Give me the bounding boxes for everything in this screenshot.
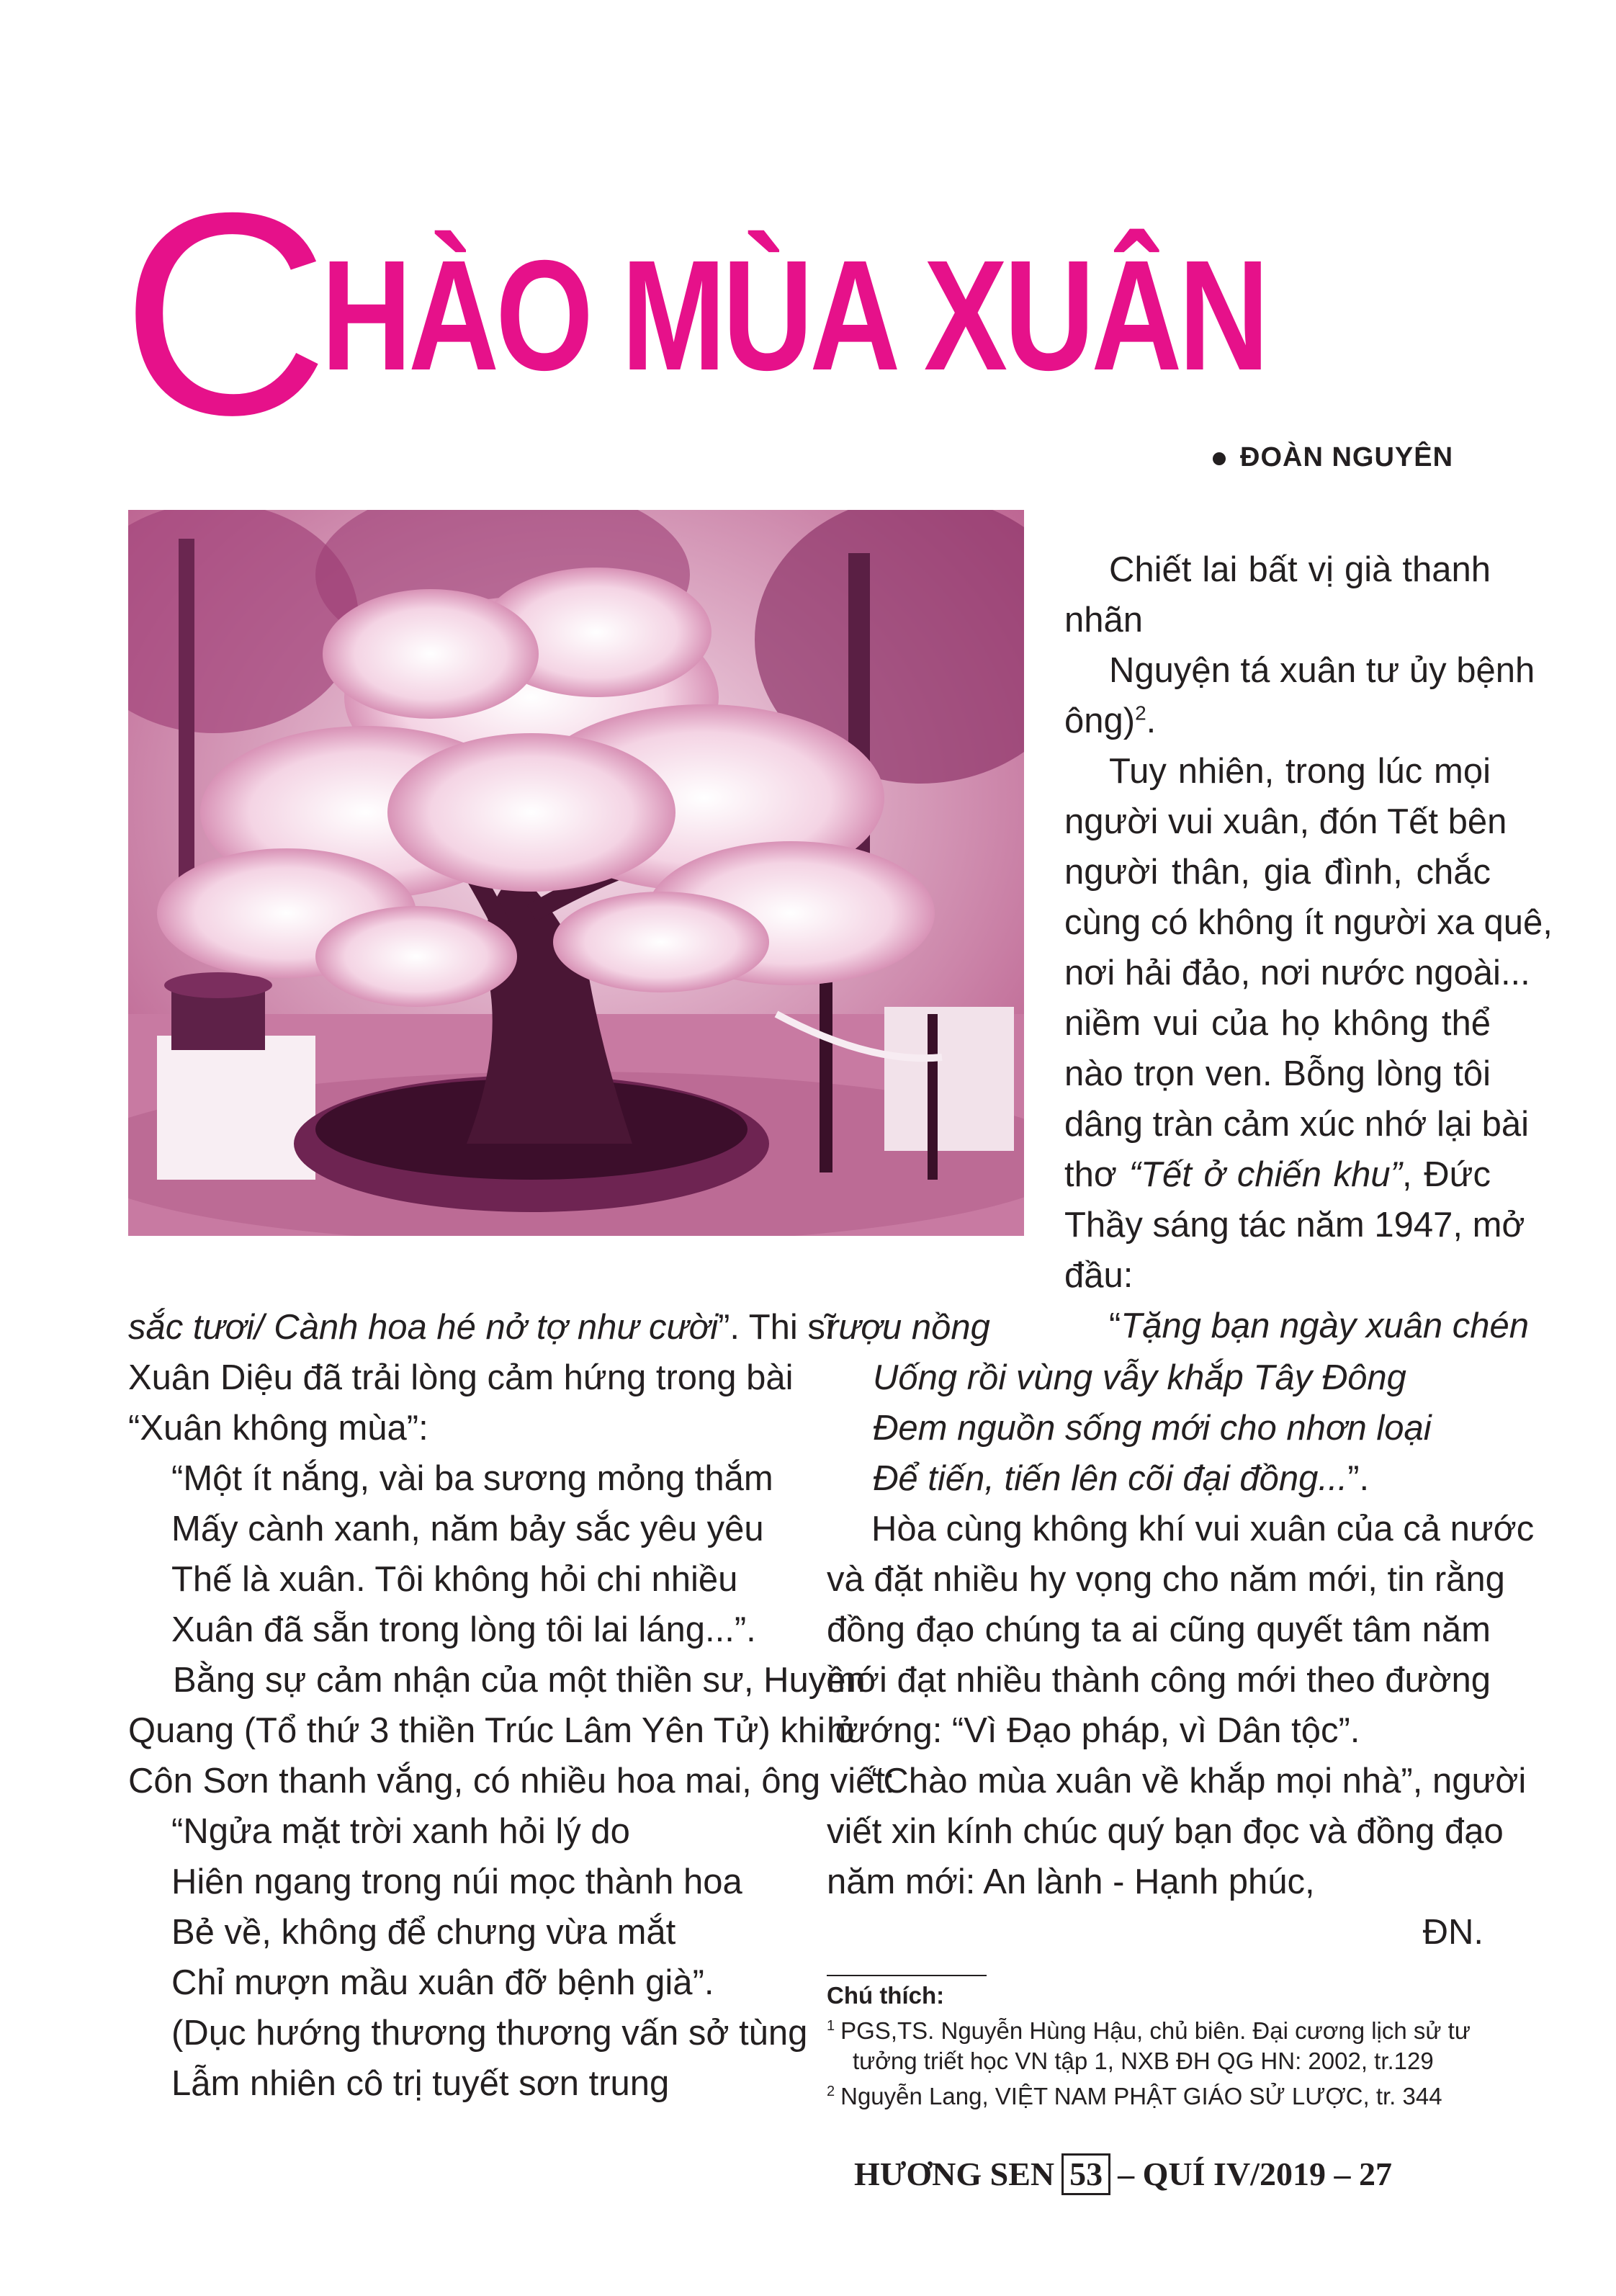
- text-line: Quang (Tổ thứ 3 thiền Trúc Lâm Yên Tử) khi ở: [128, 1711, 858, 1750]
- page-footer: [854, 2153, 1392, 2195]
- text-line: nào trọn ven. Bỗng lòng tôi: [1064, 1054, 1491, 1093]
- text-line: năm mới: An lành - Hạnh phúc,: [827, 1862, 1315, 1901]
- signature: ĐN.: [1422, 1913, 1483, 1952]
- author-byline: [1213, 442, 1453, 473]
- text-line: niềm vui của họ không thể: [1064, 1004, 1491, 1043]
- magazine-name: HƯƠNG SEN: [854, 2156, 1055, 2192]
- page-number: 27: [1358, 2156, 1392, 2192]
- poem-line: Thế là xuân. Tôi không hỏi chi nhiều: [171, 1560, 738, 1599]
- text-line: Nguyện tá xuân tư ủy bệnh: [1109, 651, 1535, 690]
- text-line: người thân, gia đình, chắc: [1064, 853, 1491, 892]
- poem-line: Đem nguồn sống mới cho nhơn loại: [873, 1409, 1432, 1448]
- text-line: đầu:: [1064, 1256, 1134, 1295]
- flowering-bonsai-photo: [128, 510, 1024, 1236]
- text-line: người vui xuân, đón Tết bên: [1064, 802, 1507, 841]
- text-line: Bằng sự cảm nhận của một thiền sư, Huyền: [173, 1661, 866, 1700]
- text-line: “Xuân không mùa”:: [128, 1409, 428, 1448]
- right-column-bottom: [827, 1302, 1535, 1958]
- poem-line: “Ngửa mặt trời xanh hỏi lý do: [171, 1812, 630, 1851]
- bullet-icon: [1213, 452, 1226, 465]
- text-line: Côn Sơn thanh vắng, có nhiều hoa mai, ông viết:: [128, 1762, 895, 1801]
- poem-line: “Một ít nắng, vài ba sương mỏng thắm: [171, 1459, 773, 1498]
- poem-line: Xuân đã sẵn trong lòng tôi lai láng...”.: [171, 1610, 756, 1649]
- text-line: “Chào mùa xuân về khắp mọi nhà”, người: [871, 1762, 1527, 1801]
- poem-line: Để tiến, tiến lên cõi đại đồng...”.: [873, 1459, 1370, 1498]
- footnote-divider: [827, 1975, 987, 1976]
- issue-number: 53: [1061, 2153, 1110, 2195]
- footnote-item: $^1$ PGS,TS. Nguyễn Hùng Hậu, chủ biên. Đại cương lịch sử tư tưởng triết học VN tập 1, NXB ĐH QG HN: 2002, tr.129: [827, 2017, 1471, 2074]
- poem-line: rượu nồng: [827, 1308, 990, 1347]
- poem-line: (Dục hướng thương thương vấn sở tùng: [171, 2014, 808, 2053]
- poem-line: Lẫm nhiên cô trị tuyết sơn trung: [171, 2064, 670, 2103]
- author-name: ĐOÀN NGUYÊN: [1240, 442, 1454, 472]
- text-line: nơi hải đảo, nơi nước ngoài...: [1064, 954, 1530, 992]
- text-line: dâng tràn cảm xúc nhớ lại bài: [1064, 1105, 1529, 1144]
- text-line: nhãn: [1064, 601, 1144, 640]
- text-line: ông)$^2$.: [1064, 701, 1157, 740]
- text-line: cùng có không ít người xa quê,: [1064, 903, 1553, 942]
- poem-title: “Tết ở chiến khu”: [1128, 1155, 1402, 1194]
- footnotes: [827, 1981, 1496, 2112]
- footnote-ref: 2: [1135, 701, 1146, 725]
- title-drop-cap: C: [121, 153, 329, 475]
- issue-quarter: – QUÍ IV/2019 –: [1118, 2156, 1351, 2192]
- text-line: Thầy sáng tác năm 1947, mở: [1064, 1206, 1525, 1245]
- right-column-top: [1064, 544, 1553, 1351]
- poem-line: Chỉ mượn mầu xuân đỡ bệnh già”.: [171, 1963, 714, 2002]
- text-line: hướng: “Vì Đạo pháp, vì Dân tộc”.: [827, 1711, 1360, 1750]
- text-line: viết xin kính chúc quý bạn đọc và đồng đạo: [827, 1812, 1504, 1851]
- footnote-item: $^2$ Nguyễn Lang, VIỆT NAM PHẬT GIÁO SỬ LƯỢC, tr. 344: [827, 2083, 1442, 2109]
- text-line: Hòa cùng không khí vui xuân của cả nước: [871, 1510, 1535, 1548]
- text-line: mới đạt nhiều thành công mới theo đường: [827, 1661, 1491, 1700]
- poem-line: Uống rồi vùng vẫy khắp Tây Đông: [873, 1358, 1406, 1397]
- text-line: Tuy nhiên, trong lúc mọi: [1109, 752, 1491, 791]
- text-line: sắc tươi/ Cành hoa hé nở tợ như cười”. Thi sĩ: [128, 1308, 835, 1347]
- text-line: và đặt nhiều hy vọng cho năm mới, tin rằng: [827, 1560, 1505, 1599]
- poem-line: Mấy cành xanh, năm bảy sắc yêu yêu: [171, 1510, 764, 1548]
- text-line: Chiết lai bất vị già thanh: [1109, 550, 1491, 589]
- poem-line: Bẻ về, không để chưng vừa mắt: [171, 1913, 676, 1952]
- text-line: Xuân Diệu đã trải lòng cảm hứng trong bài: [128, 1358, 794, 1397]
- text-line: đồng đạo chúng ta ai cũng quyết tâm năm: [827, 1610, 1491, 1649]
- bonsai-illustration: [128, 510, 1024, 1236]
- footnotes-heading: Chú thích:: [827, 1982, 945, 2009]
- text-line: “Tặng bạn ngày xuân chén: [1109, 1306, 1529, 1345]
- page-title: HÀO MÙA XUÂN: [321, 228, 1266, 403]
- poem-line: Hiên ngang trong núi mọc thành hoa: [171, 1862, 742, 1901]
- text-line: thơ “Tết ở chiến khu”, Đức: [1064, 1155, 1491, 1194]
